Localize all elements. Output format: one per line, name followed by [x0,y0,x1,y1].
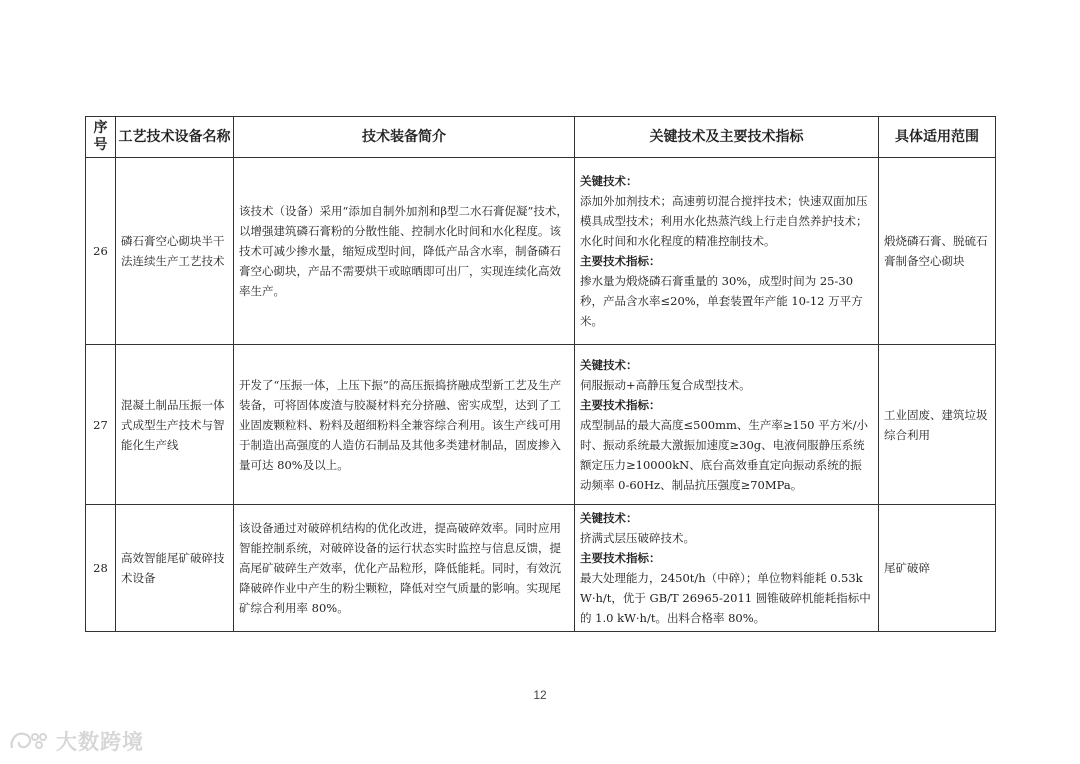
key-tech-text: 伺服振动+高静压复合成型技术。 [580,377,751,392]
watermark [8,726,144,756]
header-seq: 序号 [86,117,116,158]
key-tech-text: 挤满式层压破碎技术。 [580,531,695,545]
header-intro: 技术装备简介 [234,117,575,158]
indicator-text: 掺水量为煅烧磷石膏重量的 30%，成型时间为 25-30 秒，产品含水率≤20%，单套装置年产能 10-12 万平方米。 [580,274,863,328]
row-seq: 26 [86,158,116,345]
row-intro: 开发了“压振一体，上压下振”的高压振捣挤融成型新工艺及生产装备，可将固体废渣与胶凝材料充分挤融、密实成型，达到了工业固废颗粒料、粉料及超细粉料全兼容综合利用。该生产线可用于制造出高强度的人造仿石制品及其他多类建材制品，固废掺入量可达 80%及以上。 [234,345,575,505]
table-row [86,505,996,632]
indicator-label: 主要技术指标： [580,551,661,565]
row-scope: 尾矿破碎 [879,505,996,632]
row-scope: 煅烧磷石膏、脱硫石膏制备空心砌块 [879,158,996,345]
page-number: 12 [533,688,547,702]
row-name: 高效智能尾矿破碎技术设备 [116,505,234,632]
header-scope: 具体适用范围 [879,117,996,158]
row-intro: 该设备通过对破碎机结构的优化改进，提高破碎效率。同时应用智能控制系统，对破碎设备的运行状态实时监控与信息反馈，提高尾矿破碎生产效率，优化产品粒形，降低能耗。同时，有效沉降破碎作业中产生的粉尘颗粒，降低对空气质量的影响。实现尾矿综合利用率 80%。 [234,505,575,632]
key-tech-label: 关键技术： [580,511,638,525]
row-key-tech [575,158,879,345]
row-intro: 该技术（设备）采用“添加自制外加剂和β型二水石膏促凝”技术，以增强建筑磷石膏粉的分散性能、控制水化时间和水化程度。该技术可减少掺水量，缩短成型时间，降低产品含水率，制备磷石膏空心砌块，产品不需要烘干或晾晒即可出厂，实现连续化高效率生产。 [234,158,575,345]
row-seq: 27 [86,345,116,505]
watermark-text: 大数跨境 [56,730,144,754]
row-key-tech [575,345,879,505]
row-name: 混凝土制品压振一体式成型生产技术与智能化生产线 [116,345,234,505]
header-name: 工艺技术设备名称 [116,117,234,158]
indicator-label: 主要技术指标： [580,254,661,268]
row-scope: 工业固废、建筑垃圾综合利用 [879,345,996,505]
indicator-text: 成型制品的最大高度≤500mm、生产率≥150 平方米/小时、振动系统最大激振加速度≥30g、电液伺服静压系统额定压力≥10000kN、底台高效垂直定向振动系统的振动频率 0-60Hz、制品抗压强度≥70MPa。 [580,417,869,492]
table-row [86,158,996,345]
table-row [86,345,996,505]
indicator-text: 最大处理能力，2450t/h（中碎）；单位物料能耗 0.53kW·h/t，优于 GB/T 26965-2011 圆锥破碎机能耗指标中的 1.0 kW·h/t。出料合格率 80%。 [580,571,871,625]
technology-table [85,116,996,632]
table-header-row [86,117,996,158]
row-name: 磷石膏空心砌块半干法连续生产工艺技术 [116,158,234,345]
watermark-logo-icon [8,728,52,754]
key-tech-text: 添加外加剂技术；高速剪切混合搅拌技术；快速双面加压模具成型技术；利用水化热蒸汽线上行走自然养护技术；水化时间和水化程度的精准控制技术。 [580,194,868,248]
header-key-tech: 关键技术及主要技术指标 [575,117,879,158]
key-tech-label: 关键技术： [580,357,638,372]
indicator-label: 主要技术指标： [580,397,661,412]
key-tech-label: 关键技术： [580,174,638,188]
row-key-tech [575,505,879,632]
row-seq: 28 [86,505,116,632]
